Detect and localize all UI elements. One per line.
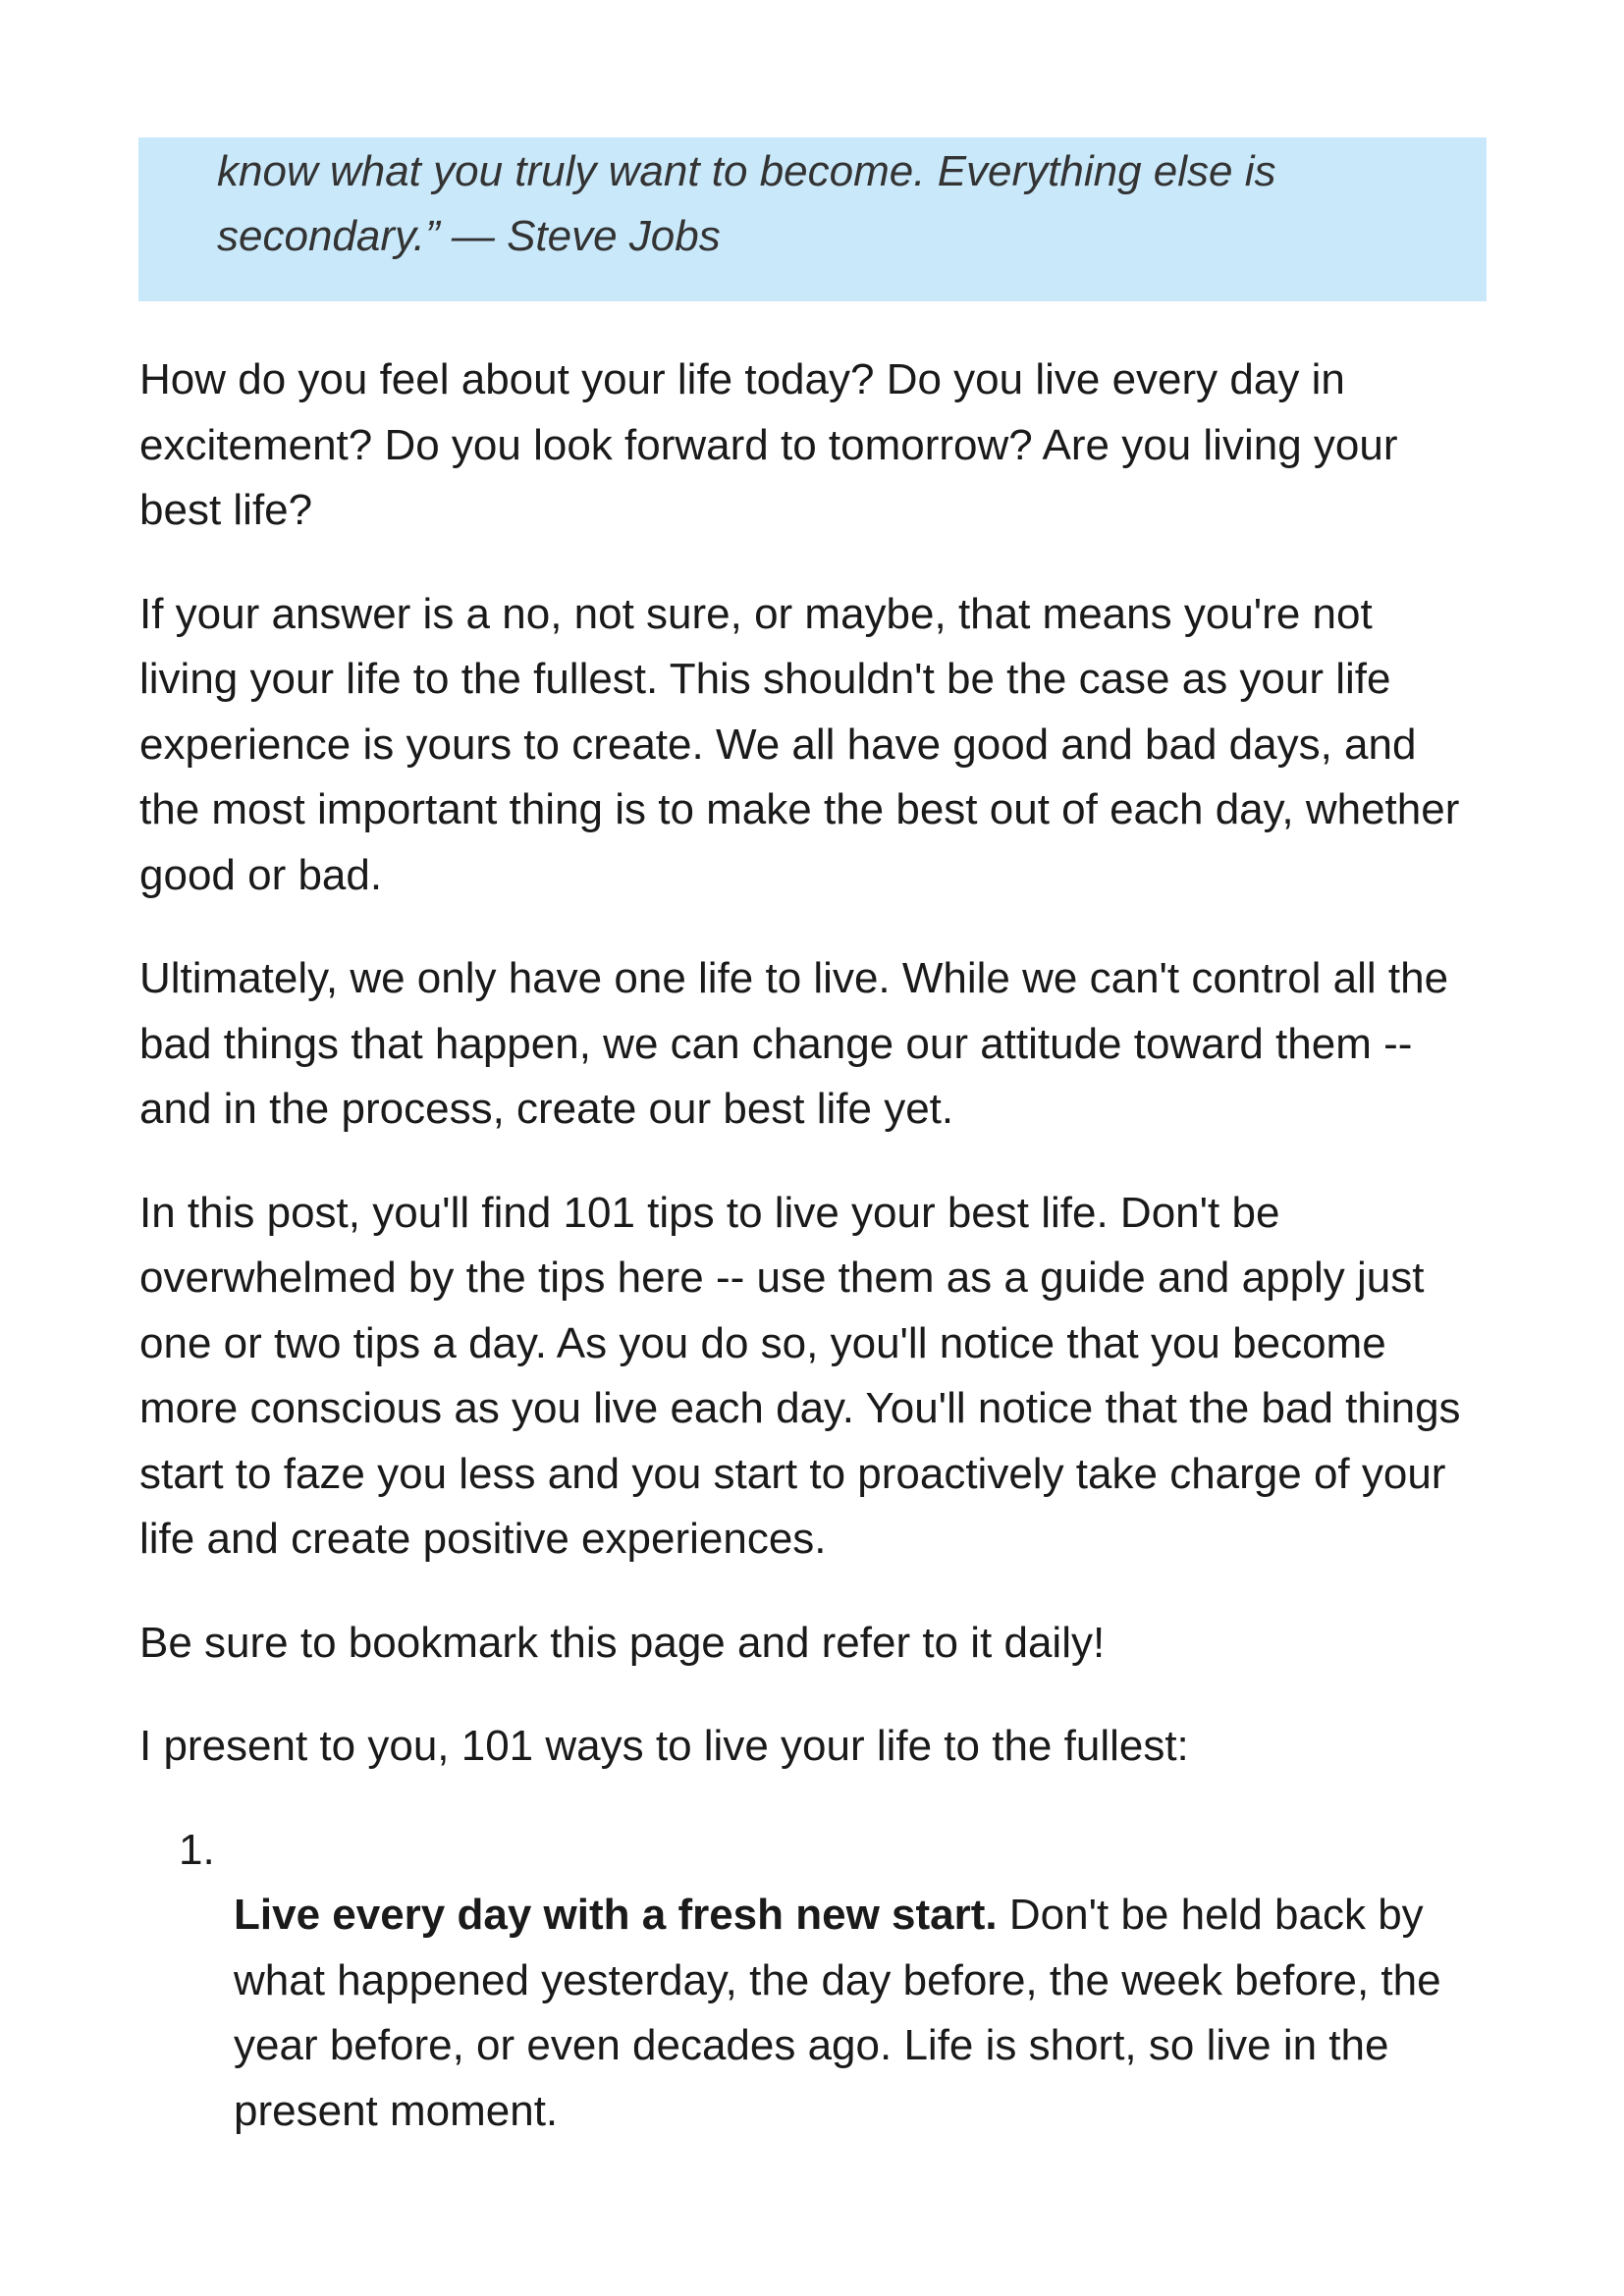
- list-item: [139, 1818, 1494, 2145]
- list-item-number: 1.: [179, 1825, 215, 1874]
- quote-box: [138, 137, 1487, 301]
- paragraph-intro-questions: How do you feel about your life today? Do you live every day in excitement? Do you look forward to tomorrow? Are you living your best life?: [139, 355, 1398, 534]
- paragraph-present: I present to you, 101 ways to live your life to the fullest:: [139, 1722, 1189, 1770]
- quote-text: know what you truly want to become. Everything else is secondary.” — Steve Jobs: [217, 147, 1276, 260]
- list-item-heading: Live every day with a fresh new start.: [234, 1891, 998, 1939]
- tips-list: [139, 1818, 1494, 2145]
- paragraph-answer: If your answer is a no, not sure, or maybe, that means you're not living your life to the fullest. This shouldn't be the case as your life experience is yours to create. We all have good and bad days, and the most important thing is to make the best out of each day, whether good or bad.: [139, 589, 1460, 899]
- paragraph-one-life: Ultimately, we only have one life to live. While we can't control all the bad things that happen, we can change our attitude toward them -- and in the process, create our best life yet.: [139, 954, 1449, 1133]
- article-body: [139, 347, 1494, 2144]
- paragraph-bookmark: Be sure to bookmark this page and refer to it daily!: [139, 1618, 1106, 1667]
- list-item-text: Don't be held back by what happened yesterday, the day before, the week before, the year before, or even decades ago. Life is short, so live in the present moment.: [234, 1891, 1441, 2135]
- paragraph-post-description: In this post, you'll find 101 tips to live your best life. Don't be overwhelmed by the tips here -- use them as a guide and apply just one or two tips a day. As you do so, you'll notice that you become more conscious as you live each day. You'll notice that the bad things start to faze you less and you start to proactively take charge of your life and create positive experiences.: [139, 1188, 1461, 1563]
